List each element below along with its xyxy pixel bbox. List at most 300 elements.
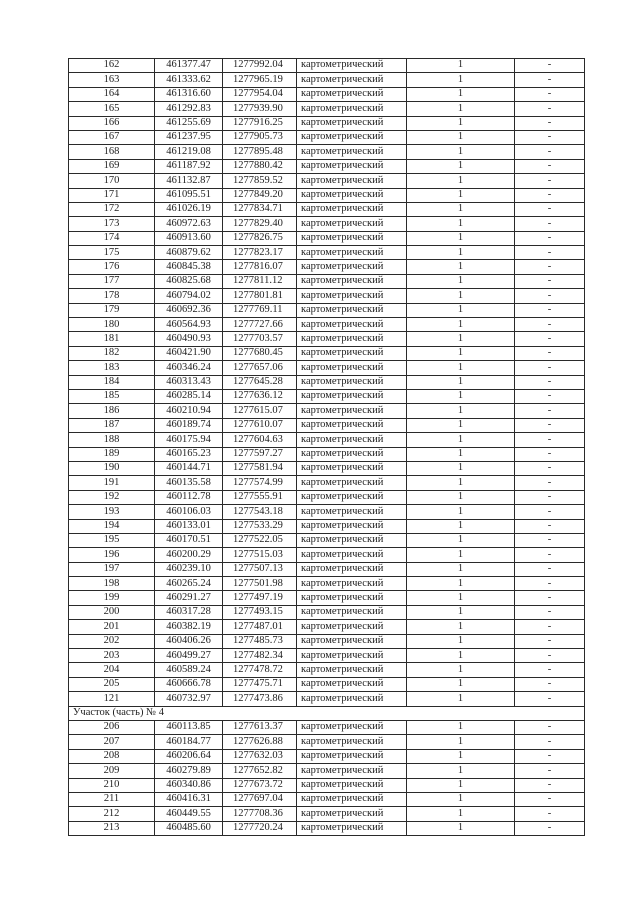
coord-x-cell: 460794.02 xyxy=(155,289,223,303)
note-cell: - xyxy=(515,202,585,216)
coord-y-cell: 1277703.57 xyxy=(223,332,297,346)
table-row xyxy=(69,246,585,260)
accuracy-cell: 1 xyxy=(407,145,515,159)
section-label: Участок (часть) № 4 xyxy=(69,706,585,720)
coord-x-cell: 460499.27 xyxy=(155,649,223,663)
coord-y-cell: 1277515.03 xyxy=(223,548,297,562)
point-number-cell: 180 xyxy=(69,318,155,332)
note-cell: - xyxy=(515,692,585,706)
table-row xyxy=(69,289,585,303)
accuracy-cell: 1 xyxy=(407,562,515,576)
table-row xyxy=(69,519,585,533)
note-cell: - xyxy=(515,116,585,130)
accuracy-cell: 1 xyxy=(407,821,515,835)
note-cell: - xyxy=(515,59,585,73)
point-number-cell: 184 xyxy=(69,375,155,389)
coord-y-cell: 1277632.03 xyxy=(223,749,297,763)
note-cell: - xyxy=(515,404,585,418)
coord-y-cell: 1277905.73 xyxy=(223,130,297,144)
point-number-cell: 205 xyxy=(69,677,155,691)
coord-x-cell: 460972.63 xyxy=(155,217,223,231)
point-number-cell: 188 xyxy=(69,433,155,447)
note-cell: - xyxy=(515,303,585,317)
method-cell: картометрический xyxy=(297,73,407,87)
accuracy-cell: 1 xyxy=(407,735,515,749)
table-row xyxy=(69,433,585,447)
method-cell: картометрический xyxy=(297,663,407,677)
note-cell: - xyxy=(515,677,585,691)
method-cell: картометрический xyxy=(297,231,407,245)
accuracy-cell: 1 xyxy=(407,677,515,691)
point-number-cell: 176 xyxy=(69,260,155,274)
coord-y-cell: 1277816.07 xyxy=(223,260,297,274)
coord-y-cell: 1277487.01 xyxy=(223,620,297,634)
method-cell: картометрический xyxy=(297,404,407,418)
accuracy-cell: 1 xyxy=(407,174,515,188)
point-number-cell: 192 xyxy=(69,490,155,504)
point-number-cell: 171 xyxy=(69,188,155,202)
method-cell: картометрический xyxy=(297,692,407,706)
point-number-cell: 168 xyxy=(69,145,155,159)
coord-x-cell: 461237.95 xyxy=(155,130,223,144)
table-row xyxy=(69,663,585,677)
accuracy-cell: 1 xyxy=(407,418,515,432)
note-cell: - xyxy=(515,188,585,202)
coord-x-cell: 460732.97 xyxy=(155,692,223,706)
point-number-cell: 194 xyxy=(69,519,155,533)
note-cell: - xyxy=(515,274,585,288)
method-cell: картометрический xyxy=(297,735,407,749)
note-cell: - xyxy=(515,634,585,648)
coord-y-cell: 1277497.19 xyxy=(223,591,297,605)
accuracy-cell: 1 xyxy=(407,605,515,619)
point-number-cell: 190 xyxy=(69,461,155,475)
note-cell: - xyxy=(515,749,585,763)
coord-y-cell: 1277482.34 xyxy=(223,649,297,663)
note-cell: - xyxy=(515,87,585,101)
table-row xyxy=(69,807,585,821)
point-number-cell: 172 xyxy=(69,202,155,216)
table-row xyxy=(69,217,585,231)
point-number-cell: 212 xyxy=(69,807,155,821)
coord-y-cell: 1277574.99 xyxy=(223,476,297,490)
accuracy-cell: 1 xyxy=(407,620,515,634)
note-cell: - xyxy=(515,562,585,576)
method-cell: картометрический xyxy=(297,505,407,519)
method-cell: картометрический xyxy=(297,533,407,547)
coord-y-cell: 1277604.63 xyxy=(223,433,297,447)
coord-y-cell: 1277769.11 xyxy=(223,303,297,317)
coord-x-cell: 460825.68 xyxy=(155,274,223,288)
table-row xyxy=(69,73,585,87)
accuracy-cell: 1 xyxy=(407,749,515,763)
coord-x-cell: 460346.24 xyxy=(155,361,223,375)
note-cell: - xyxy=(515,720,585,734)
point-number-cell: 189 xyxy=(69,447,155,461)
method-cell: картометрический xyxy=(297,649,407,663)
table-row xyxy=(69,274,585,288)
method-cell: картометрический xyxy=(297,116,407,130)
note-cell: - xyxy=(515,332,585,346)
coord-y-cell: 1277826.75 xyxy=(223,231,297,245)
method-cell: картометрический xyxy=(297,274,407,288)
accuracy-cell: 1 xyxy=(407,87,515,101)
coord-y-cell: 1277636.12 xyxy=(223,389,297,403)
coord-y-cell: 1277811.12 xyxy=(223,274,297,288)
coord-y-cell: 1277849.20 xyxy=(223,188,297,202)
note-cell: - xyxy=(515,361,585,375)
section-row xyxy=(69,706,585,720)
coord-y-cell: 1277613.37 xyxy=(223,720,297,734)
coord-x-cell: 460265.24 xyxy=(155,577,223,591)
table-row xyxy=(69,490,585,504)
accuracy-cell: 1 xyxy=(407,720,515,734)
point-number-cell: 196 xyxy=(69,548,155,562)
coord-x-cell: 460175.94 xyxy=(155,433,223,447)
coord-y-cell: 1277916.25 xyxy=(223,116,297,130)
coord-y-cell: 1277645.28 xyxy=(223,375,297,389)
table-body-part-4 xyxy=(69,720,585,835)
point-number-cell: 195 xyxy=(69,533,155,547)
table-row xyxy=(69,620,585,634)
note-cell: - xyxy=(515,548,585,562)
table-row xyxy=(69,87,585,101)
coord-y-cell: 1277880.42 xyxy=(223,159,297,173)
note-cell: - xyxy=(515,505,585,519)
table-row xyxy=(69,174,585,188)
accuracy-cell: 1 xyxy=(407,533,515,547)
table-row xyxy=(69,318,585,332)
method-cell: картометрический xyxy=(297,792,407,806)
note-cell: - xyxy=(515,778,585,792)
point-number-cell: 187 xyxy=(69,418,155,432)
note-cell: - xyxy=(515,389,585,403)
note-cell: - xyxy=(515,159,585,173)
point-number-cell: 203 xyxy=(69,649,155,663)
table-row xyxy=(69,332,585,346)
method-cell: картометрический xyxy=(297,174,407,188)
coord-x-cell: 461255.69 xyxy=(155,116,223,130)
point-number-cell: 178 xyxy=(69,289,155,303)
coord-y-cell: 1277657.06 xyxy=(223,361,297,375)
method-cell: картометрический xyxy=(297,764,407,778)
note-cell: - xyxy=(515,577,585,591)
accuracy-cell: 1 xyxy=(407,490,515,504)
accuracy-cell: 1 xyxy=(407,476,515,490)
coord-x-cell: 460189.74 xyxy=(155,418,223,432)
accuracy-cell: 1 xyxy=(407,389,515,403)
coord-x-cell: 460313.43 xyxy=(155,375,223,389)
table-row xyxy=(69,505,585,519)
note-cell: - xyxy=(515,260,585,274)
method-cell: картометрический xyxy=(297,591,407,605)
note-cell: - xyxy=(515,289,585,303)
note-cell: - xyxy=(515,418,585,432)
coord-y-cell: 1277708.36 xyxy=(223,807,297,821)
note-cell: - xyxy=(515,490,585,504)
method-cell: картометрический xyxy=(297,260,407,274)
coord-y-cell: 1277555.91 xyxy=(223,490,297,504)
method-cell: картометрический xyxy=(297,476,407,490)
point-number-cell: 211 xyxy=(69,792,155,806)
table-row xyxy=(69,404,585,418)
coord-x-cell: 460206.64 xyxy=(155,749,223,763)
coord-x-cell: 460382.19 xyxy=(155,620,223,634)
point-number-cell: 179 xyxy=(69,303,155,317)
coord-x-cell: 461219.08 xyxy=(155,145,223,159)
point-number-cell: 210 xyxy=(69,778,155,792)
coord-y-cell: 1277697.04 xyxy=(223,792,297,806)
table-row xyxy=(69,649,585,663)
point-number-cell: 173 xyxy=(69,217,155,231)
accuracy-cell: 1 xyxy=(407,303,515,317)
table-row xyxy=(69,778,585,792)
point-number-cell: 201 xyxy=(69,620,155,634)
note-cell: - xyxy=(515,605,585,619)
accuracy-cell: 1 xyxy=(407,447,515,461)
accuracy-cell: 1 xyxy=(407,519,515,533)
note-cell: - xyxy=(515,318,585,332)
coord-x-cell: 461132.87 xyxy=(155,174,223,188)
accuracy-cell: 1 xyxy=(407,461,515,475)
method-cell: картометрический xyxy=(297,289,407,303)
method-cell: картометрический xyxy=(297,145,407,159)
method-cell: картометрический xyxy=(297,332,407,346)
accuracy-cell: 1 xyxy=(407,159,515,173)
table-row xyxy=(69,692,585,706)
table-row xyxy=(69,418,585,432)
note-cell: - xyxy=(515,821,585,835)
coord-y-cell: 1277954.04 xyxy=(223,87,297,101)
accuracy-cell: 1 xyxy=(407,318,515,332)
note-cell: - xyxy=(515,620,585,634)
method-cell: картометрический xyxy=(297,246,407,260)
method-cell: картометрический xyxy=(297,217,407,231)
table-row xyxy=(69,821,585,835)
table-row xyxy=(69,720,585,734)
table-row xyxy=(69,346,585,360)
method-cell: картометрический xyxy=(297,389,407,403)
coord-x-cell: 460291.27 xyxy=(155,591,223,605)
note-cell: - xyxy=(515,174,585,188)
accuracy-cell: 1 xyxy=(407,692,515,706)
accuracy-cell: 1 xyxy=(407,116,515,130)
table-row xyxy=(69,361,585,375)
coord-y-cell: 1277485.73 xyxy=(223,634,297,648)
coord-y-cell: 1277478.72 xyxy=(223,663,297,677)
method-cell: картометрический xyxy=(297,490,407,504)
coord-y-cell: 1277720.24 xyxy=(223,821,297,835)
accuracy-cell: 1 xyxy=(407,202,515,216)
coord-y-cell: 1277652.82 xyxy=(223,764,297,778)
coord-x-cell: 461095.51 xyxy=(155,188,223,202)
method-cell: картометрический xyxy=(297,807,407,821)
table-row xyxy=(69,764,585,778)
table-row xyxy=(69,145,585,159)
coord-x-cell: 460184.77 xyxy=(155,735,223,749)
coord-y-cell: 1277823.17 xyxy=(223,246,297,260)
method-cell: картометрический xyxy=(297,677,407,691)
coord-x-cell: 460340.86 xyxy=(155,778,223,792)
point-number-cell: 163 xyxy=(69,73,155,87)
table-row xyxy=(69,130,585,144)
accuracy-cell: 1 xyxy=(407,634,515,648)
note-cell: - xyxy=(515,649,585,663)
point-number-cell: 200 xyxy=(69,605,155,619)
coord-y-cell: 1277501.98 xyxy=(223,577,297,591)
table-row xyxy=(69,562,585,576)
coord-x-cell: 460485.60 xyxy=(155,821,223,835)
method-cell: картометрический xyxy=(297,634,407,648)
table-row xyxy=(69,476,585,490)
coord-x-cell: 460416.31 xyxy=(155,792,223,806)
section-row-group xyxy=(69,706,585,720)
coord-x-cell: 460210.94 xyxy=(155,404,223,418)
point-number-cell: 208 xyxy=(69,749,155,763)
note-cell: - xyxy=(515,102,585,116)
coord-x-cell: 460589.24 xyxy=(155,663,223,677)
point-number-cell: 165 xyxy=(69,102,155,116)
method-cell: картометрический xyxy=(297,749,407,763)
table-row xyxy=(69,548,585,562)
coord-x-cell: 460144.71 xyxy=(155,461,223,475)
point-number-cell: 207 xyxy=(69,735,155,749)
method-cell: картометрический xyxy=(297,562,407,576)
point-number-cell: 162 xyxy=(69,59,155,73)
note-cell: - xyxy=(515,807,585,821)
note-cell: - xyxy=(515,663,585,677)
method-cell: картометрический xyxy=(297,720,407,734)
coord-x-cell: 460490.93 xyxy=(155,332,223,346)
method-cell: картометрический xyxy=(297,821,407,835)
point-number-cell: 167 xyxy=(69,130,155,144)
coord-y-cell: 1277581.94 xyxy=(223,461,297,475)
coord-y-cell: 1277834.71 xyxy=(223,202,297,216)
note-cell: - xyxy=(515,145,585,159)
coord-x-cell: 460279.89 xyxy=(155,764,223,778)
table-row xyxy=(69,577,585,591)
accuracy-cell: 1 xyxy=(407,375,515,389)
coord-y-cell: 1277829.40 xyxy=(223,217,297,231)
coord-x-cell: 460112.78 xyxy=(155,490,223,504)
point-number-cell: 213 xyxy=(69,821,155,835)
point-number-cell: 174 xyxy=(69,231,155,245)
point-number-cell: 193 xyxy=(69,505,155,519)
coord-x-cell: 460421.90 xyxy=(155,346,223,360)
note-cell: - xyxy=(515,764,585,778)
method-cell: картометрический xyxy=(297,202,407,216)
note-cell: - xyxy=(515,433,585,447)
coord-x-cell: 460170.51 xyxy=(155,533,223,547)
accuracy-cell: 1 xyxy=(407,548,515,562)
coord-x-cell: 460406.26 xyxy=(155,634,223,648)
method-cell: картометрический xyxy=(297,102,407,116)
accuracy-cell: 1 xyxy=(407,130,515,144)
accuracy-cell: 1 xyxy=(407,274,515,288)
point-number-cell: 204 xyxy=(69,663,155,677)
point-number-cell: 198 xyxy=(69,577,155,591)
coord-x-cell: 460845.38 xyxy=(155,260,223,274)
coord-y-cell: 1277727.66 xyxy=(223,318,297,332)
note-cell: - xyxy=(515,375,585,389)
method-cell: картометрический xyxy=(297,346,407,360)
coord-x-cell: 460165.23 xyxy=(155,447,223,461)
note-cell: - xyxy=(515,447,585,461)
table-row xyxy=(69,260,585,274)
method-cell: картометрический xyxy=(297,87,407,101)
point-number-cell: 186 xyxy=(69,404,155,418)
coord-x-cell: 460317.28 xyxy=(155,605,223,619)
table-row xyxy=(69,792,585,806)
method-cell: картометрический xyxy=(297,159,407,173)
point-number-cell: 182 xyxy=(69,346,155,360)
table-row xyxy=(69,102,585,116)
table-row xyxy=(69,749,585,763)
coord-y-cell: 1277507.13 xyxy=(223,562,297,576)
note-cell: - xyxy=(515,246,585,260)
accuracy-cell: 1 xyxy=(407,231,515,245)
table-row xyxy=(69,59,585,73)
coord-y-cell: 1277992.04 xyxy=(223,59,297,73)
accuracy-cell: 1 xyxy=(407,505,515,519)
coord-x-cell: 461333.62 xyxy=(155,73,223,87)
point-number-cell: 169 xyxy=(69,159,155,173)
coord-y-cell: 1277680.45 xyxy=(223,346,297,360)
coord-x-cell: 460449.55 xyxy=(155,807,223,821)
coord-y-cell: 1277801.81 xyxy=(223,289,297,303)
coordinates-table xyxy=(68,58,585,836)
method-cell: картометрический xyxy=(297,778,407,792)
accuracy-cell: 1 xyxy=(407,346,515,360)
accuracy-cell: 1 xyxy=(407,663,515,677)
table-row xyxy=(69,159,585,173)
coord-x-cell: 461026.19 xyxy=(155,202,223,216)
table-row xyxy=(69,375,585,389)
note-cell: - xyxy=(515,217,585,231)
accuracy-cell: 1 xyxy=(407,188,515,202)
method-cell: картометрический xyxy=(297,361,407,375)
accuracy-cell: 1 xyxy=(407,807,515,821)
coord-y-cell: 1277673.72 xyxy=(223,778,297,792)
coord-x-cell: 460239.10 xyxy=(155,562,223,576)
point-number-cell: 183 xyxy=(69,361,155,375)
coord-y-cell: 1277615.07 xyxy=(223,404,297,418)
coord-x-cell: 460666.78 xyxy=(155,677,223,691)
accuracy-cell: 1 xyxy=(407,217,515,231)
coord-y-cell: 1277473.86 xyxy=(223,692,297,706)
accuracy-cell: 1 xyxy=(407,289,515,303)
table-row xyxy=(69,389,585,403)
document-page xyxy=(68,58,585,836)
point-number-cell: 202 xyxy=(69,634,155,648)
coord-x-cell: 461292.83 xyxy=(155,102,223,116)
point-number-cell: 170 xyxy=(69,174,155,188)
coord-y-cell: 1277895.48 xyxy=(223,145,297,159)
coord-y-cell: 1277522.05 xyxy=(223,533,297,547)
coord-y-cell: 1277939.90 xyxy=(223,102,297,116)
table-row xyxy=(69,303,585,317)
note-cell: - xyxy=(515,735,585,749)
coord-y-cell: 1277597.27 xyxy=(223,447,297,461)
table-row xyxy=(69,188,585,202)
point-number-cell: 166 xyxy=(69,116,155,130)
accuracy-cell: 1 xyxy=(407,260,515,274)
coord-x-cell: 460285.14 xyxy=(155,389,223,403)
coord-x-cell: 460133.01 xyxy=(155,519,223,533)
table-row xyxy=(69,591,585,605)
method-cell: картометрический xyxy=(297,433,407,447)
point-number-cell: 181 xyxy=(69,332,155,346)
